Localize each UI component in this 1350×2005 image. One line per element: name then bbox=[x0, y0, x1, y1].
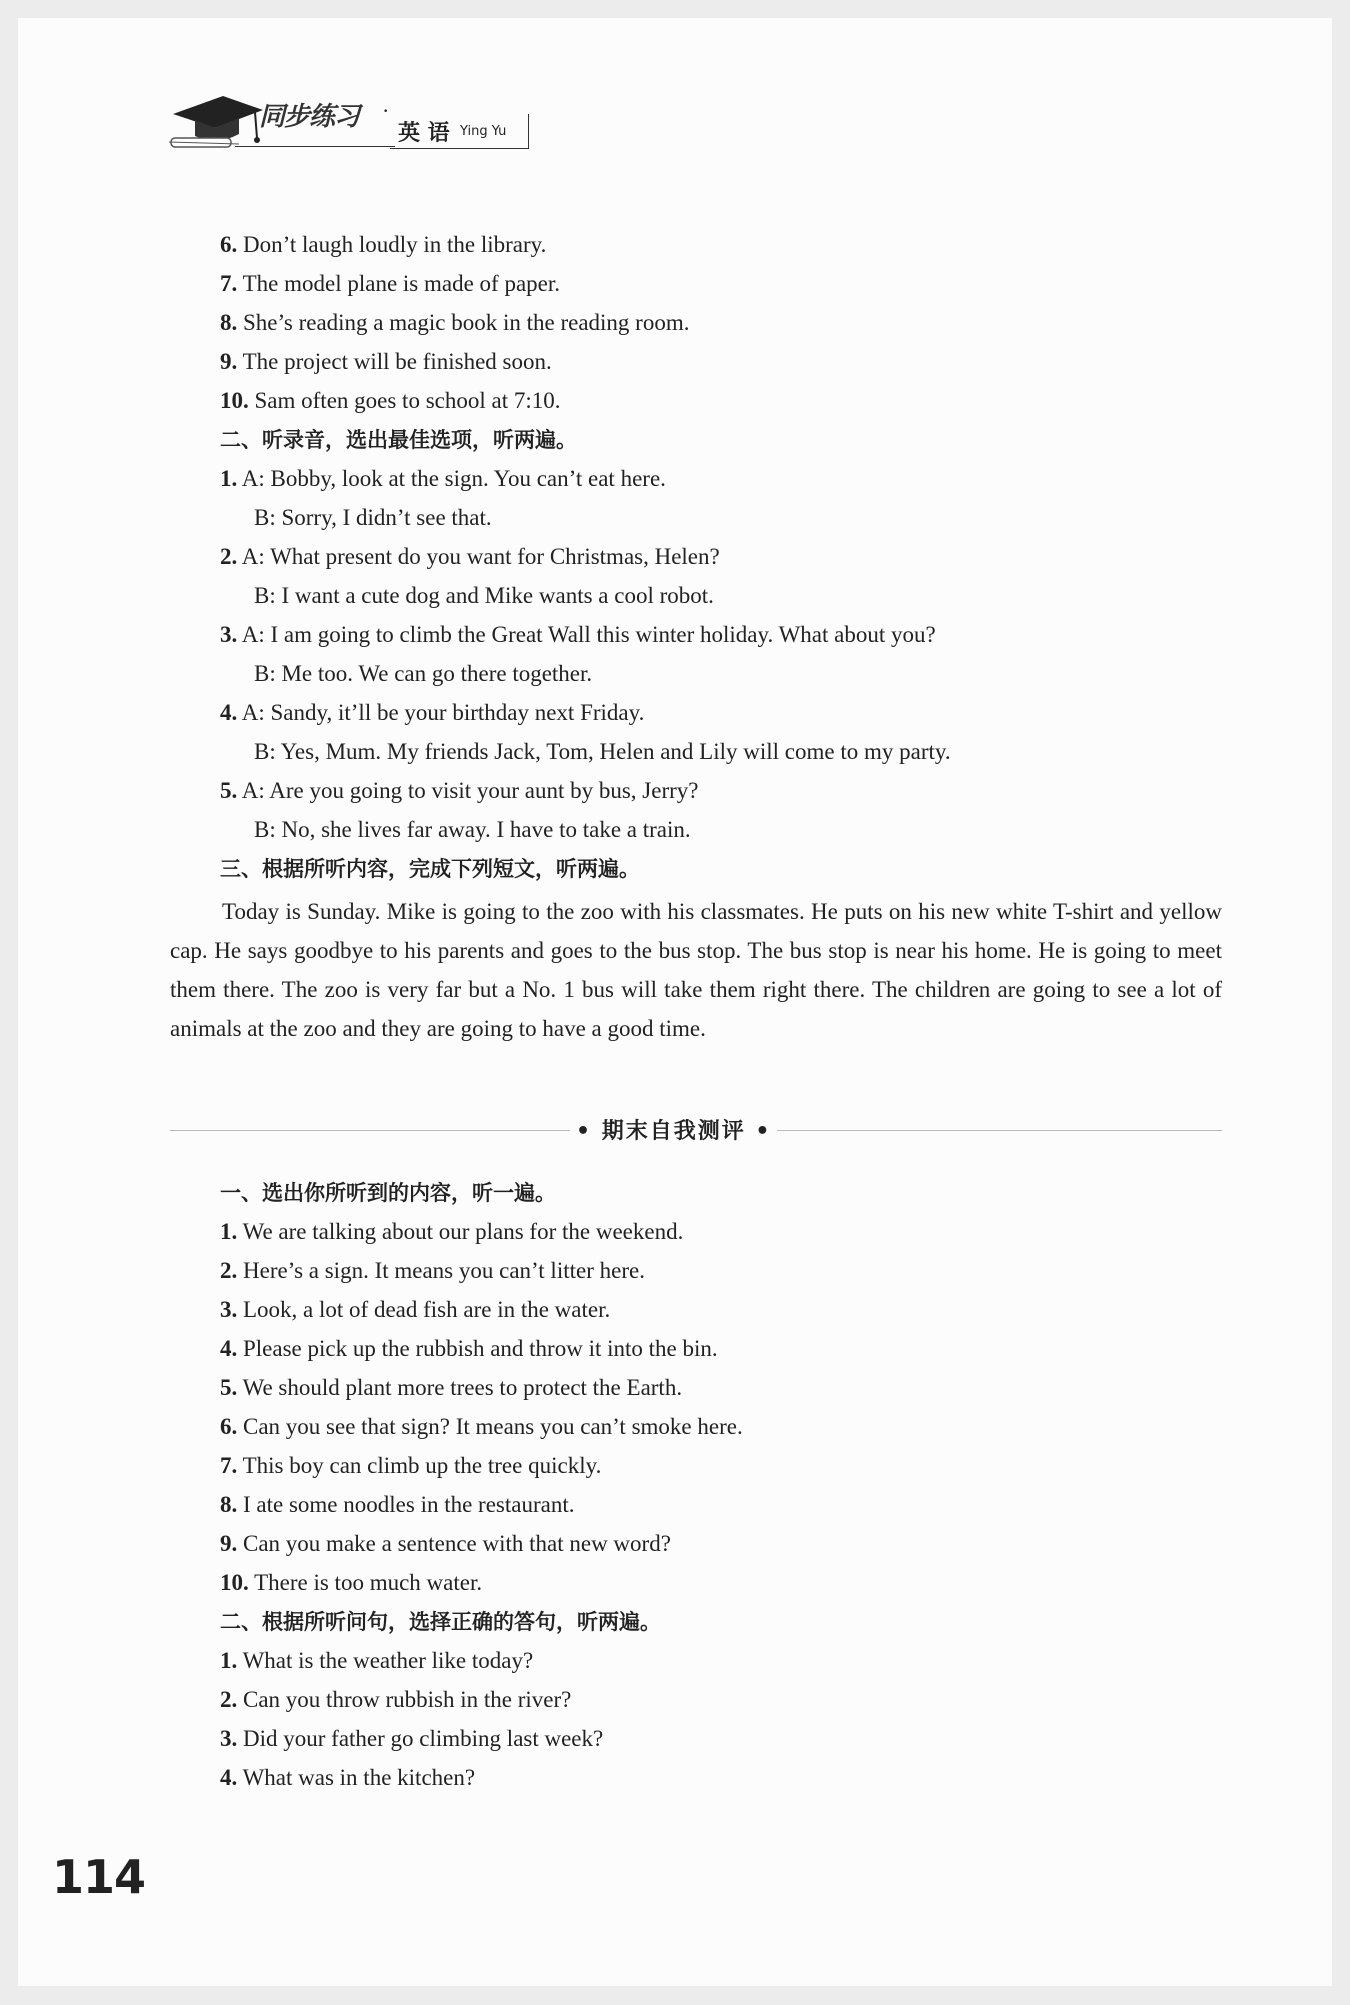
list-item: 9. Can you make a sentence with that new word? bbox=[220, 1531, 671, 1556]
dialogue-b: B: Sorry, I didn’t see that. bbox=[254, 505, 492, 530]
list-item: 2. Here’s a sign. It means you can’t litter here. bbox=[220, 1258, 645, 1283]
subject-pinyin: Ying Yu bbox=[460, 124, 507, 139]
dialogue-b: B: Yes, Mum. My friends Jack, Tom, Helen and Lily will come to my party. bbox=[254, 739, 951, 764]
section-heading: 二、根据所听问句，选择正确的答句，听两遍。 bbox=[220, 1610, 661, 1634]
dialogue-b: B: Me too. We can go there together. bbox=[254, 661, 593, 686]
list-item: 5. We should plant more trees to protect the Earth. bbox=[220, 1375, 683, 1400]
section-title: • 期末自我测评 • bbox=[570, 1114, 777, 1145]
dialogue-b: B: I want a cute dog and Mike wants a cool robot. bbox=[254, 583, 714, 608]
list-item: 1. What is the weather like today? bbox=[220, 1648, 534, 1673]
graduation-cap-icon bbox=[165, 88, 265, 158]
header-dot: · bbox=[382, 98, 390, 123]
list-item: 8. I ate some noodles in the restaurant. bbox=[220, 1492, 575, 1517]
dialogue-a: 2. A: What present do you want for Christmas, Helen? bbox=[220, 544, 720, 569]
list-item: 7. This boy can climb up the tree quickly. bbox=[220, 1453, 602, 1478]
page-header bbox=[165, 88, 535, 168]
dialogue-a: 3. A: I am going to climb the Great Wall this winter holiday. What about you? bbox=[220, 622, 936, 647]
dialogue-a: 1. A: Bobby, look at the sign. You can’t eat here. bbox=[220, 466, 666, 491]
series-title: 同步练习 bbox=[259, 102, 360, 132]
header-rule bbox=[235, 146, 395, 147]
page-number: 114 bbox=[52, 1850, 146, 1904]
list-item: 10. There is too much water. bbox=[220, 1570, 483, 1595]
section-heading: 二、听录音，选出最佳选项，听两遍。 bbox=[220, 428, 577, 452]
list-item: 9. The project will be finished soon. bbox=[220, 349, 552, 374]
list-item: 4. What was in the kitchen? bbox=[220, 1765, 476, 1790]
list-item: 2. Can you throw rubbish in the river? bbox=[220, 1687, 572, 1712]
dialogue-b: B: No, she lives far away. I have to take a train. bbox=[254, 817, 691, 842]
subject-label: 英 语 bbox=[398, 121, 450, 146]
list-item: 6. Don’t laugh loudly in the library. bbox=[220, 232, 547, 257]
list-item: 6. Can you see that sign? It means you can’t smoke here. bbox=[220, 1414, 743, 1439]
dialogue-a: 4. A: Sandy, it’ll be your birthday next Friday. bbox=[220, 700, 645, 725]
subject-box bbox=[390, 114, 529, 149]
list-item: 3. Did your father go climbing last week? bbox=[220, 1726, 604, 1751]
section-heading: 三、根据所听内容，完成下列短文，听两遍。 bbox=[220, 857, 640, 881]
list-item: 10. Sam often goes to school at 7:10. bbox=[220, 388, 561, 413]
list-item: 3. Look, a lot of dead fish are in the water. bbox=[220, 1297, 611, 1322]
list-item: 1. We are talking about our plans for the weekend. bbox=[220, 1219, 684, 1244]
dialogue-a: 5. A: Are you going to visit your aunt by bus, Jerry? bbox=[220, 778, 699, 803]
section-heading: 一、选出你所听到的内容，听一遍。 bbox=[220, 1181, 556, 1205]
list-item: 8. She’s reading a magic book in the reading room. bbox=[220, 310, 690, 335]
passage: Today is Sunday. Mike is going to the zoo with his classmates. He puts on his new white T-shirt and yellow cap. He says goodbye to his parents and goes to the bus stop. The bus stop is near his home. He is going to meet them there. The zoo is very far but a No. 1 bus will take them right there. The children are going to see a lot of animals at the zoo and they are going to have a good time. bbox=[170, 899, 1222, 1041]
list-item: 4. Please pick up the rubbish and throw it into the bin. bbox=[220, 1336, 718, 1361]
list-item: 7. The model plane is made of paper. bbox=[220, 271, 561, 296]
